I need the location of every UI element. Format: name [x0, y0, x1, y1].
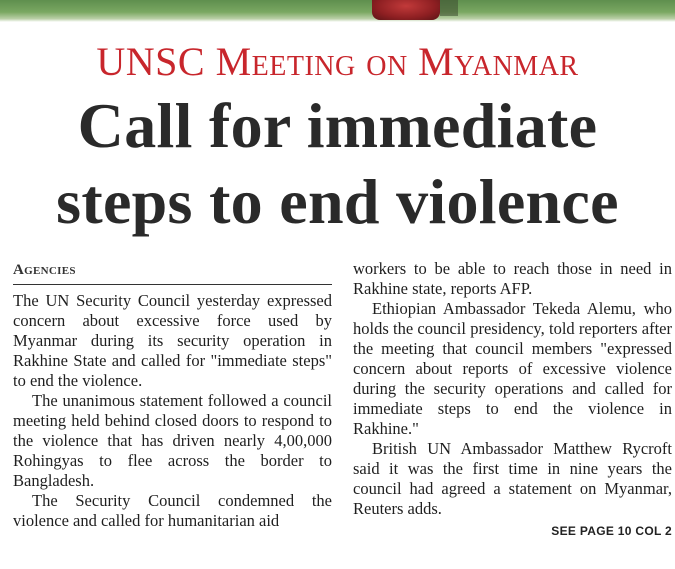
continuation-jump-line: SEE PAGE 10 COL 2 — [551, 524, 672, 538]
paragraph: The Security Council condemned the violence and called for humanitarian aid — [13, 491, 332, 530]
left-column — [13, 261, 332, 531]
paragraph: workers to be able to reach those in need in Rakhine state, reports AFP. — [353, 259, 672, 298]
paragraph: British UN Ambassador Matthew Rycroft said it was the first time in nine years the council had agreed a statement on Myanmar, Reuters adds. — [353, 439, 672, 518]
headline-line-1: Call for immediate — [77, 90, 598, 161]
paragraph: The UN Security Council yesterday expressed concern about excessive force used by Myanmar during its security operation in Rakhine State and called for "immediate steps" to end the violence. — [13, 291, 332, 390]
headline-line-2: steps to end violence — [56, 166, 619, 237]
byline: Agencies — [13, 261, 332, 285]
paragraph: The unanimous statement followed a council meeting held behind closed doors to respond to the violence that has driven nearly 4,00,000 Rohingyas to flee across the border to Bangladesh. — [13, 391, 332, 490]
headline — [0, 88, 675, 240]
top-photo-strip — [0, 0, 675, 22]
right-column — [353, 259, 672, 539]
photo-figure-red — [372, 0, 440, 20]
kicker-title: UNSC Meeting on Myanmar — [96, 39, 579, 84]
paragraph: Ethiopian Ambassador Tekeda Alemu, who holds the council presidency, told reporters after the meeting that council members "expressed concern about reports of excessive violence during the security operations and called for immediate steps to end the violence in Rakhine." — [353, 299, 672, 438]
photo-shadow — [440, 0, 458, 16]
